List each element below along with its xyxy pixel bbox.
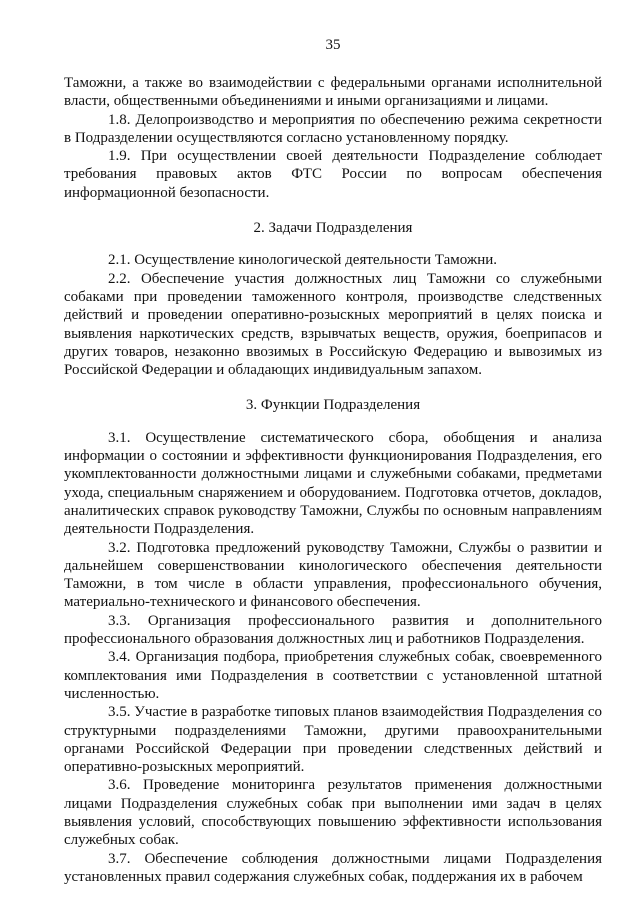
page-number: 35 — [325, 37, 341, 53]
section-heading-functions: 3. Функции Подразделения — [245, 397, 421, 414]
paragraph-3-5: 3.5. Участие в разработке типовых планов взаимодействия Подразделения со структурными подразделениями Таможни, другими правоохранительными органами Российской Федерации при проведении следственных действий и оперативно-розыскных мероприятий. — [64, 704, 602, 776]
paragraph-3-3: 3.3. Организация профессионального развития и дополнительного профессионального образования должностных лиц и работников Подразделения. — [64, 612, 602, 648]
paragraph-2-2: 2.2. Обеспечение участия должностных лиц Таможни со служебными собаками при проведении таможенного контроля, производстве следственных действий и проведении оперативно-розыскных мероприятий в целях поиска и выявления наркотических средств, взрывчатых веществ, оружия, боеприпасов и других товаров, незаконно ввозимых в Российскую Федерацию и вывозимых из Российской Федерации и обладающих индивидуальным запахом. — [64, 270, 602, 379]
paragraph-3-1: 3.1. Осуществление систематического сбора, обобщения и анализа информации о состоянии и эффективности функционирования Подразделения, его укомплектованности должностными лицами и служебными собаками, предметами ухода, специальным снаряжением и оборудованием. Подготовка отчетов, докладов, аналитических справок руководству Таможни, Службы по основным направлениям деятельности Подразделения. — [64, 429, 602, 538]
section-heading-tasks: 2. Задачи Подразделения — [253, 220, 413, 237]
paragraph-2-1: 2.1. Осуществление кинологической деятельности Таможни. — [108, 252, 498, 269]
paragraph-1-9: 1.9. При осуществлении своей деятельности Подразделение соблюдает требования правовых актов ФТС России по вопросам обеспечения информационной безопасности. — [64, 148, 602, 201]
paragraph-3-6: 3.6. Проведение мониторинга результатов применения должностными лицами Подразделения служебных собак при выполнении ими задач в целях выявления условий, способствующих повышению эффективности использования служебных собак. — [64, 777, 602, 849]
paragraph-continuation: Таможни, а также во взаимодействии с федеральными органами исполнительной власти, общественными объединениями и иными организациями и лицами. — [64, 75, 602, 110]
paragraph-3-7: 3.7. Обеспечение соблюдения должностными лицами Подразделения установленных правил содержания служебных собак, поддержания их в рабочем — [64, 850, 602, 885]
paragraph-1-8: 1.8. Делопроизводство и мероприятия по обеспечению режима секретности в Подразделении осуществляются согласно установленному порядку. — [64, 111, 602, 146]
paragraph-3-4: 3.4. Организация подбора, приобретения служебных собак, своевременного комплектования ими Подразделения в соответствии с установленной штатной численностью. — [64, 649, 602, 702]
paragraph-3-2: 3.2. Подготовка предложений руководству Таможни, Службы о развитии и дальнейшем совершенствовании кинологического обеспечения деятельности Таможни, в том числе в области управления, профессионального обучения, материально-технического и финансового обеспечения. — [64, 539, 602, 611]
